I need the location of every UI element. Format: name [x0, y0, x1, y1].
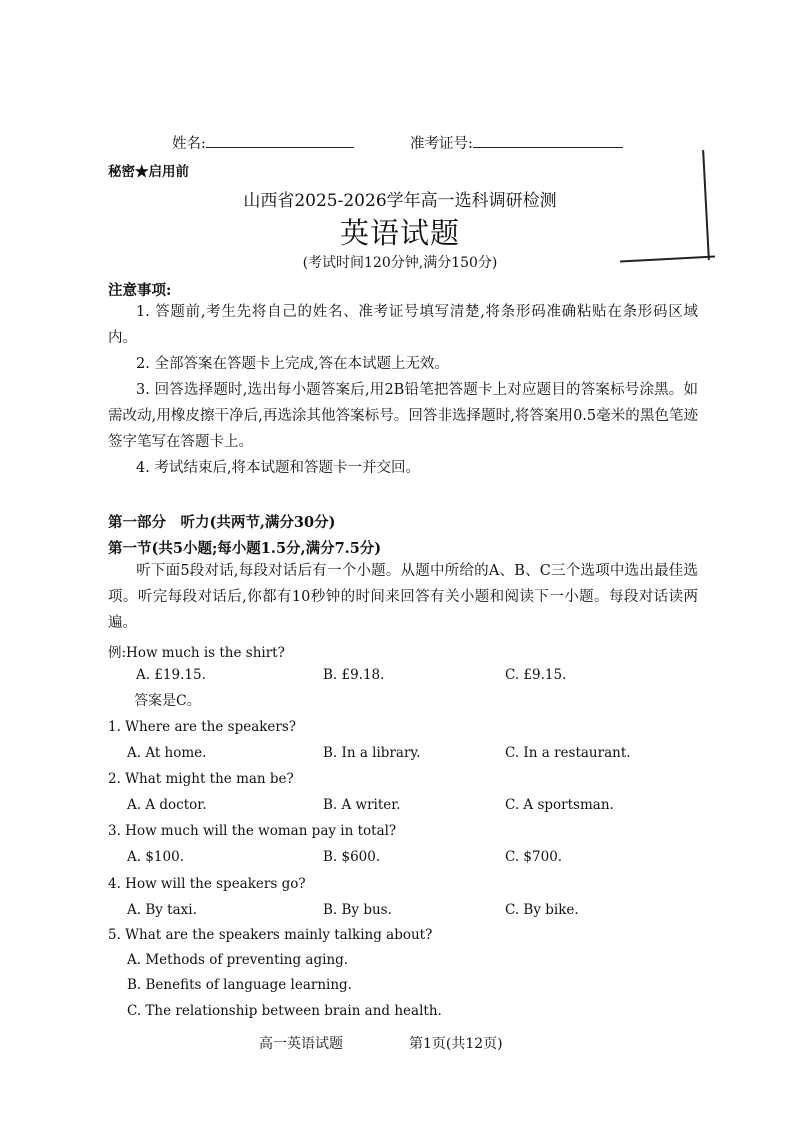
notice-item-1: 1. 答题前,考生先将自己的姓名、准考证号填写清楚,将条形码准确粘贴在条形码区域内。	[108, 304, 698, 346]
q1-option-c: C. In a restaurant.	[505, 745, 631, 761]
footer-page-number: 第1页(共12页)	[409, 1036, 503, 1052]
exam-title: 英语试题	[339, 216, 460, 250]
example-question: 例:How much is the shirt?	[108, 645, 285, 661]
section1-heading: 第一节(共5小题;每小题1.5分,满分7.5分)	[108, 540, 382, 557]
q1-option-b: B. In a library.	[323, 745, 421, 761]
name-label: 姓名:	[172, 136, 206, 152]
q4-option-a: A. By taxi.	[127, 902, 197, 918]
example-option-c: C. £9.15.	[505, 667, 567, 683]
question-1: 1. Where are the speakers?	[108, 719, 297, 735]
question-2: 2. What might the man be?	[108, 771, 294, 787]
q3-option-a: A. $100.	[127, 849, 184, 865]
secret-label: 秘密★启用前	[108, 164, 189, 180]
footer-subject: 高一英语试题	[259, 1036, 343, 1052]
exam-number-label: 准考证号:	[410, 136, 473, 152]
exam-info: (考试时间120分钟,满分150分)	[302, 255, 498, 271]
notice-item-4: 4. 考试结束后,将本试题和答题卡一并交回。	[136, 460, 421, 476]
exam-number-blank	[473, 133, 623, 148]
example-option-a: A. £19.15.	[136, 667, 206, 683]
notice-heading: 注意事项:	[108, 282, 172, 299]
q3-option-b: B. $600.	[323, 849, 381, 865]
question-4: 4. How will the speakers go?	[108, 876, 306, 892]
example-option-b: B. £9.18.	[323, 667, 385, 683]
exam-subtitle: 山西省2025-2026学年高一选科调研检测	[243, 191, 557, 211]
part1-heading: 第一部分 听力(共两节,满分30分)	[108, 514, 336, 531]
q5-option-a: A. Methods of preventing aging.	[127, 952, 349, 968]
notice-item-2: 2. 全部答案在答题卡上完成,答在本试题上无效。	[136, 356, 450, 372]
q1-option-a: A. At home.	[127, 745, 207, 761]
q5-option-b: B. Benefits of language learning.	[127, 977, 352, 993]
q2-option-b: B. A writer.	[323, 797, 401, 813]
question-3: 3. How much will the woman pay in total?	[108, 823, 397, 839]
q2-option-a: A. A doctor.	[127, 797, 207, 813]
example-answer: 答案是C。	[134, 693, 201, 709]
question-5: 5. What are the speakers mainly talking about?	[108, 927, 433, 943]
name-blank	[206, 133, 354, 148]
q3-option-c: C. $700.	[505, 849, 563, 865]
exam-number-field	[410, 132, 623, 153]
section1-instructions: 听下面5段对话,每段对话后有一个小题。从题中所给的A、B、C三个选项中选出最佳选项。听完每段对话后,你都有10秒钟的时间来回答有关小题和阅读下一小题。每段对话读两遍。	[108, 563, 698, 631]
q5-option-c: C. The relationship between brain and health.	[127, 1003, 442, 1019]
notice-item-3: 3. 回答选择题时,选出每小题答案后,用2B铅笔把答题卡上对应题目的答案标号涂黑。如需改动,用橡皮擦干净后,再选涂其他答案标号。回答非选择题时,将答案用0.5毫米的黑色笔迹签字笔写在答题卡上。	[108, 382, 698, 450]
name-field	[172, 132, 354, 153]
q2-option-c: C. A sportsman.	[505, 797, 614, 813]
q4-option-b: B. By bus.	[323, 902, 392, 918]
q4-option-c: C. By bike.	[505, 902, 579, 918]
